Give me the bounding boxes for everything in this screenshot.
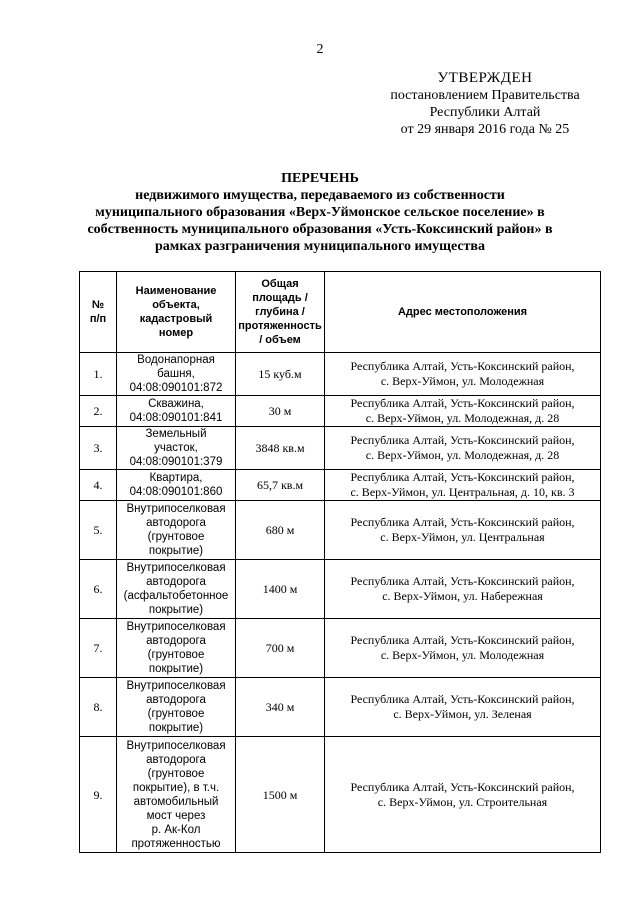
object-name-line: покрытие), в т.ч. xyxy=(132,781,220,794)
object-name-line: участок, xyxy=(154,442,198,454)
header-line: п/п xyxy=(89,313,107,325)
object-name-line: (грунтовое xyxy=(147,767,205,780)
document-subtitle-line: собственность муниципального образования «Усть-Коксинский район» в xyxy=(87,222,553,237)
object-name-line: Водонапорная xyxy=(137,354,215,366)
address-line: с. Верх-Уймон, ул. Молодежная xyxy=(380,648,545,662)
header-area xyxy=(236,272,325,353)
object-name-line: Земельный xyxy=(145,428,207,440)
object-name-line: покрытие) xyxy=(148,663,204,675)
area-cell: 680 м xyxy=(236,501,325,560)
object-name-line: Внутрипоселковая xyxy=(126,680,226,692)
table-row xyxy=(80,470,601,501)
document-subtitle-line: рамках разграничения муниципального имущества xyxy=(155,239,485,254)
header-line: № xyxy=(91,299,105,311)
address-line: Республика Алтай, Усть-Коксинский район, xyxy=(350,633,575,647)
header-line: Адрес местоположения xyxy=(397,306,528,318)
object-name-cell xyxy=(117,501,236,560)
object-name-line: автодорога xyxy=(146,517,206,529)
object-name-cell xyxy=(117,560,236,619)
header-line: номер xyxy=(158,327,194,339)
object-name-cell xyxy=(117,427,236,470)
object-name-line: автодорога xyxy=(146,576,206,588)
address-cell xyxy=(325,501,601,560)
address-line: Республика Алтай, Усть-Коксинский район, xyxy=(350,470,575,484)
document-subtitle-line: муниципального образования «Верх-Уймонское сельское поселение» в xyxy=(95,205,545,220)
object-name-line: (грунтовое xyxy=(147,649,205,661)
address-cell xyxy=(325,737,601,853)
address-line: с. Верх-Уймон, ул. Центральная xyxy=(380,530,545,544)
header-line: Общая xyxy=(261,278,299,290)
address-line: с. Верх-Уймон, ул. Молодежная xyxy=(380,374,545,388)
address-line: с. Верх-Уймон, ул. Центральная, д. 10, кв. 3 xyxy=(350,485,575,499)
address-cell xyxy=(325,353,601,396)
object-name-line: автодорога xyxy=(146,694,206,706)
address-line: с. Верх-Уймон, ул. Молодежная, д. 28 xyxy=(365,411,560,425)
object-name-line: автомобильный xyxy=(133,795,219,808)
table-row xyxy=(80,619,601,678)
area-cell: 1400 м xyxy=(236,560,325,619)
address-line: Республика Алтай, Усть-Коксинский район, xyxy=(350,515,575,529)
row-number: 7. xyxy=(80,619,117,678)
object-name-line: Скважина, xyxy=(148,398,204,410)
row-number: 2. xyxy=(80,396,117,427)
object-name-line: Внутрипоселковая xyxy=(126,562,226,574)
row-number: 5. xyxy=(80,501,117,560)
property-table xyxy=(79,271,601,853)
address-line: Республика Алтай, Усть-Коксинский район, xyxy=(350,574,575,588)
object-name-cell xyxy=(117,678,236,737)
header-line: кадастровый xyxy=(139,313,213,325)
address-cell xyxy=(325,619,601,678)
object-name-line: мост через xyxy=(146,809,206,822)
object-name-line: протяженностью xyxy=(131,837,221,850)
row-number: 6. xyxy=(80,560,117,619)
address-line: с. Верх-Уймон, ул. Молодежная, д. 28 xyxy=(365,448,560,462)
address-line: Республика Алтай, Усть-Коксинский район, xyxy=(350,433,575,447)
document-title xyxy=(60,170,580,255)
object-name-cell xyxy=(117,470,236,501)
header-line: объекта, xyxy=(152,299,200,311)
object-name-line: (грунтовое xyxy=(147,708,205,720)
header-address xyxy=(325,272,601,353)
address-line: с. Верх-Уймон, ул. Зеленая xyxy=(393,707,532,721)
header-line: площадь / xyxy=(252,292,308,304)
page-number: 2 xyxy=(316,42,324,57)
object-name-line: автодорога xyxy=(146,753,206,766)
object-name-cell xyxy=(117,737,236,853)
address-cell xyxy=(325,470,601,501)
object-name-cell xyxy=(117,619,236,678)
object-name-line: 04:08:090101:379 xyxy=(129,456,223,468)
row-number: 9. xyxy=(80,737,117,853)
approval-line: постановлением Правительства xyxy=(390,88,580,103)
header-line: Наименование xyxy=(135,285,217,297)
address-line: с. Верх-Уймон, ул. Набережная xyxy=(382,589,543,603)
address-cell xyxy=(325,678,601,737)
address-line: Республика Алтай, Усть-Коксинский район, xyxy=(350,396,575,410)
row-number: 8. xyxy=(80,678,117,737)
table-row xyxy=(80,501,601,560)
approval-block xyxy=(360,70,610,138)
header-line: глубина / xyxy=(255,306,305,318)
object-name-line: 04:08:090101:860 xyxy=(129,486,223,498)
address-line: Республика Алтай, Усть-Коксинский район, xyxy=(350,692,575,706)
table-header-row xyxy=(80,272,601,353)
object-name-line: (асфальтобетонное xyxy=(123,590,229,602)
row-number: 3. xyxy=(80,427,117,470)
row-number: 1. xyxy=(80,353,117,396)
area-cell: 65,7 кв.м xyxy=(236,470,325,501)
address-line: с. Верх-Уймон, ул. Строительная xyxy=(377,794,548,809)
approval-line: от 29 января 2016 года № 25 xyxy=(400,122,570,137)
area-cell: 340 м xyxy=(236,678,325,737)
approval-line: Республики Алтай xyxy=(429,105,541,120)
document-heading: ПЕРЕЧЕНЬ xyxy=(281,171,359,186)
table-row xyxy=(80,678,601,737)
object-name-line: 04:08:090101:872 xyxy=(129,382,223,394)
area-cell: 700 м xyxy=(236,619,325,678)
area-cell: 3848 кв.м xyxy=(236,427,325,470)
area-cell: 15 куб.м xyxy=(236,353,325,396)
address-cell xyxy=(325,396,601,427)
object-name-line: автодорога xyxy=(146,635,206,647)
object-name-line: 04:08:090101:841 xyxy=(129,412,223,424)
row-number: 4. xyxy=(80,470,117,501)
table-body xyxy=(80,353,601,853)
table-row xyxy=(80,396,601,427)
object-name-line: покрытие) xyxy=(148,604,204,616)
address-line: Республика Алтай, Усть-Коксинский район, xyxy=(350,359,575,373)
object-name-line: (грунтовое xyxy=(147,531,205,543)
approval-title: УТВЕРЖДЕН xyxy=(437,70,533,86)
address-line: Республика Алтай, Усть-Коксинский район, xyxy=(350,779,575,794)
header-number xyxy=(80,272,117,353)
document-subtitle-line: недвижимого имущества, передаваемого из собственности xyxy=(135,188,505,203)
table-row xyxy=(80,737,601,853)
table-row xyxy=(80,427,601,470)
table-row xyxy=(80,560,601,619)
object-name-line: покрытие) xyxy=(148,722,204,734)
object-name-cell xyxy=(117,353,236,396)
area-cell: 1500 м xyxy=(236,737,325,853)
address-cell xyxy=(325,427,601,470)
object-name-line: Внутрипоселковая xyxy=(126,739,226,752)
header-line: / объем xyxy=(259,334,301,346)
object-name-cell xyxy=(117,396,236,427)
table-row xyxy=(80,353,601,396)
address-cell xyxy=(325,560,601,619)
area-cell: 30 м xyxy=(236,396,325,427)
object-name-line: Квартира, xyxy=(149,472,203,484)
object-name-line: башня, xyxy=(157,368,195,380)
object-name-line: покрытие) xyxy=(148,545,204,557)
header-line: протяженность xyxy=(238,320,322,332)
header-name xyxy=(117,272,236,353)
object-name-line: Внутрипоселковая xyxy=(126,503,226,515)
object-name-line: Внутрипоселковая xyxy=(126,621,226,633)
object-name-line: р. Ак-Кол xyxy=(151,823,201,836)
